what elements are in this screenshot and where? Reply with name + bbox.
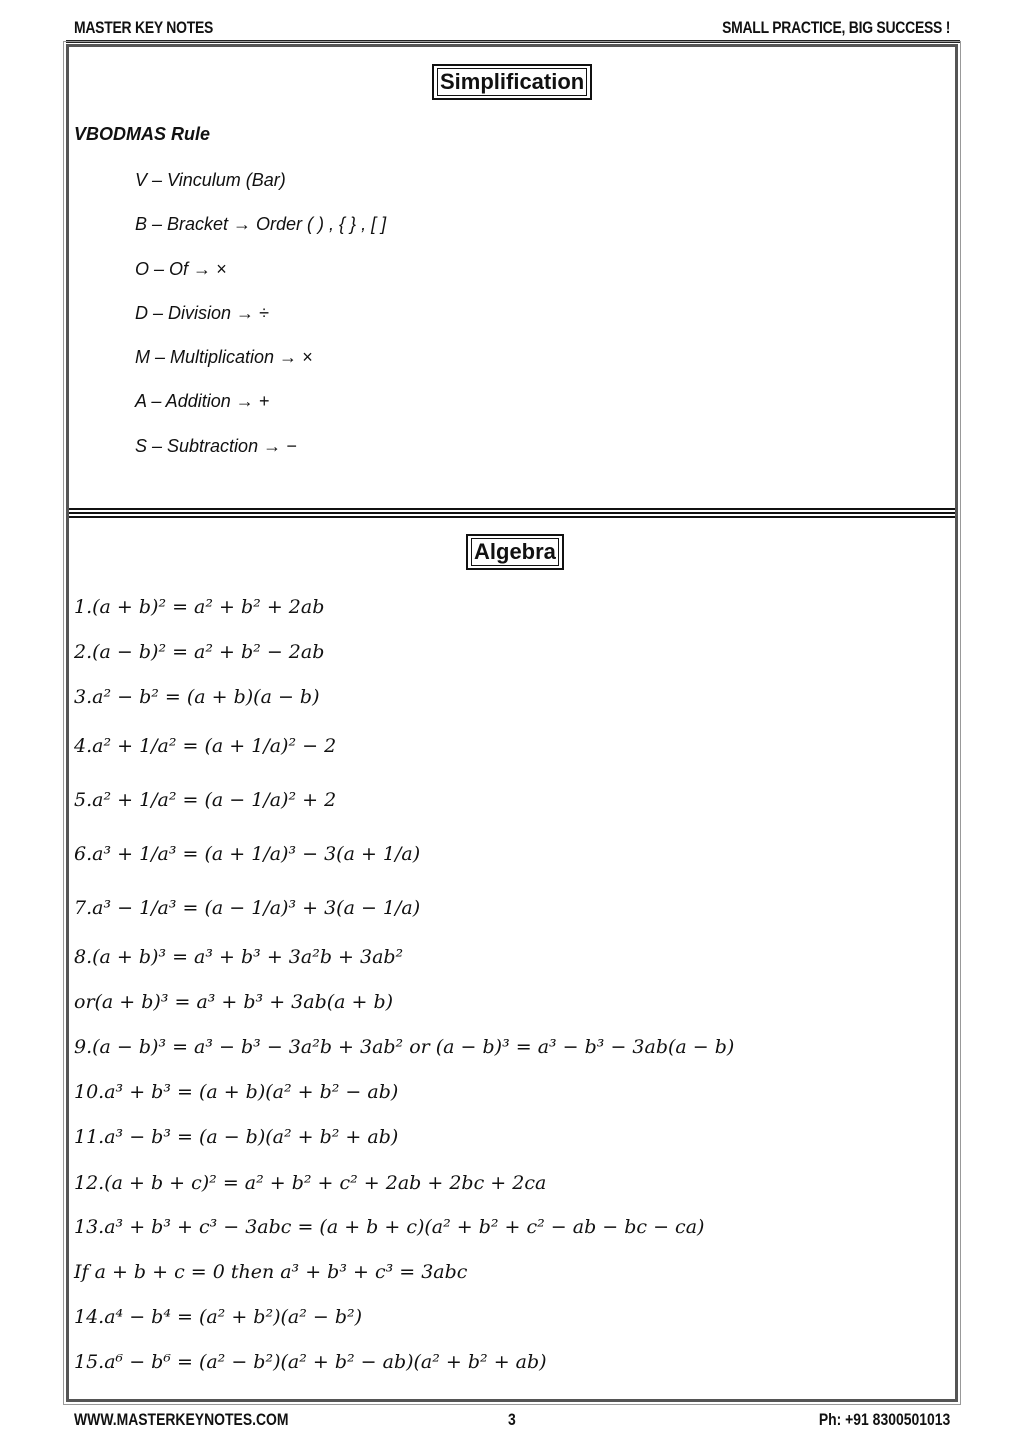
formula-item: 2.(a − b)² = a² + b² − 2ab	[74, 641, 325, 663]
header-rule	[66, 40, 960, 43]
footer-website: WWW.MASTERKEYNOTES.COM	[74, 1410, 289, 1429]
algebra-title: Algebra	[471, 538, 559, 566]
formula-item: 13.a³ + b³ + c³ − 3abc = (a + b + c)(a² + b² + c² − ab − bc − ca)	[74, 1216, 705, 1238]
simplification-title-box	[432, 64, 592, 100]
formula-item: 6.a³ + 1/a³ = (a + 1/a)³ − 3(a + 1/a)	[74, 843, 421, 865]
formula-item: 14.a⁴ − b⁴ = (a² + b²)(a² − b²)	[74, 1306, 363, 1328]
formula-item: 8.(a + b)³ = a³ + b³ + 3a²b + 3ab²	[74, 946, 404, 968]
header-right-text: SMALL PRACTICE, BIG SUCCESS !	[721, 18, 950, 37]
formula-item: 10.a³ + b³ = (a + b)(a² + b² − ab)	[74, 1081, 399, 1103]
algebra-title-box	[466, 534, 564, 570]
formula-item: 11.a³ − b³ = (a − b)(a² + b² + ab)	[74, 1126, 399, 1148]
rule-item: D – Division → ÷	[135, 302, 269, 323]
vbodmas-rule-list	[135, 168, 386, 478]
formula-item: 4.a² + 1/a² = (a + 1/a)² − 2	[74, 735, 337, 757]
formula-item: or(a + b)³ = a³ + b³ + 3ab(a + b)	[74, 991, 394, 1013]
formula-item: 7.a³ − 1/a³ = (a − 1/a)³ + 3(a − 1/a)	[74, 897, 421, 919]
rule-item: V – Vinculum (Bar)	[135, 170, 286, 190]
rule-item: S – Subtraction → −	[135, 435, 297, 456]
header-left-text: MASTER KEY NOTES	[74, 18, 214, 37]
formula-item: 5.a² + 1/a² = (a − 1/a)² + 2	[74, 789, 337, 811]
section-divider	[69, 508, 955, 518]
formula-item: If a + b + c = 0 then a³ + b³ + c³ = 3abc	[74, 1261, 468, 1283]
formula-item: 12.(a + b + c)² = a² + b² + c² + 2ab + 2bc + 2ca	[74, 1172, 547, 1194]
rule-item: B – Bracket → Order ( ) , { } , [ ]	[135, 214, 387, 235]
footer-page-number: 3	[508, 1410, 516, 1429]
simplification-title: Simplification	[437, 68, 587, 96]
rule-item: O – Of → ×	[135, 258, 227, 279]
formula-item: 3.a² − b² = (a + b)(a − b)	[74, 686, 320, 708]
formula-item: 9.(a − b)³ = a³ − b³ − 3a²b + 3ab² or (a − b)³ = a³ − b³ − 3ab(a − b)	[74, 1036, 735, 1058]
vbodmas-heading: VBODMAS Rule	[74, 124, 211, 144]
rule-item: M – Multiplication → ×	[135, 347, 313, 368]
rule-item: A – Addition → +	[135, 391, 270, 412]
formula-item: 15.a⁶ − b⁶ = (a² − b²)(a² + b² − ab)(a² + b² + ab)	[74, 1351, 547, 1373]
formula-item: 1.(a + b)² = a² + b² + 2ab	[74, 596, 325, 618]
footer-phone: Ph: +91 8300501013	[818, 1410, 950, 1429]
